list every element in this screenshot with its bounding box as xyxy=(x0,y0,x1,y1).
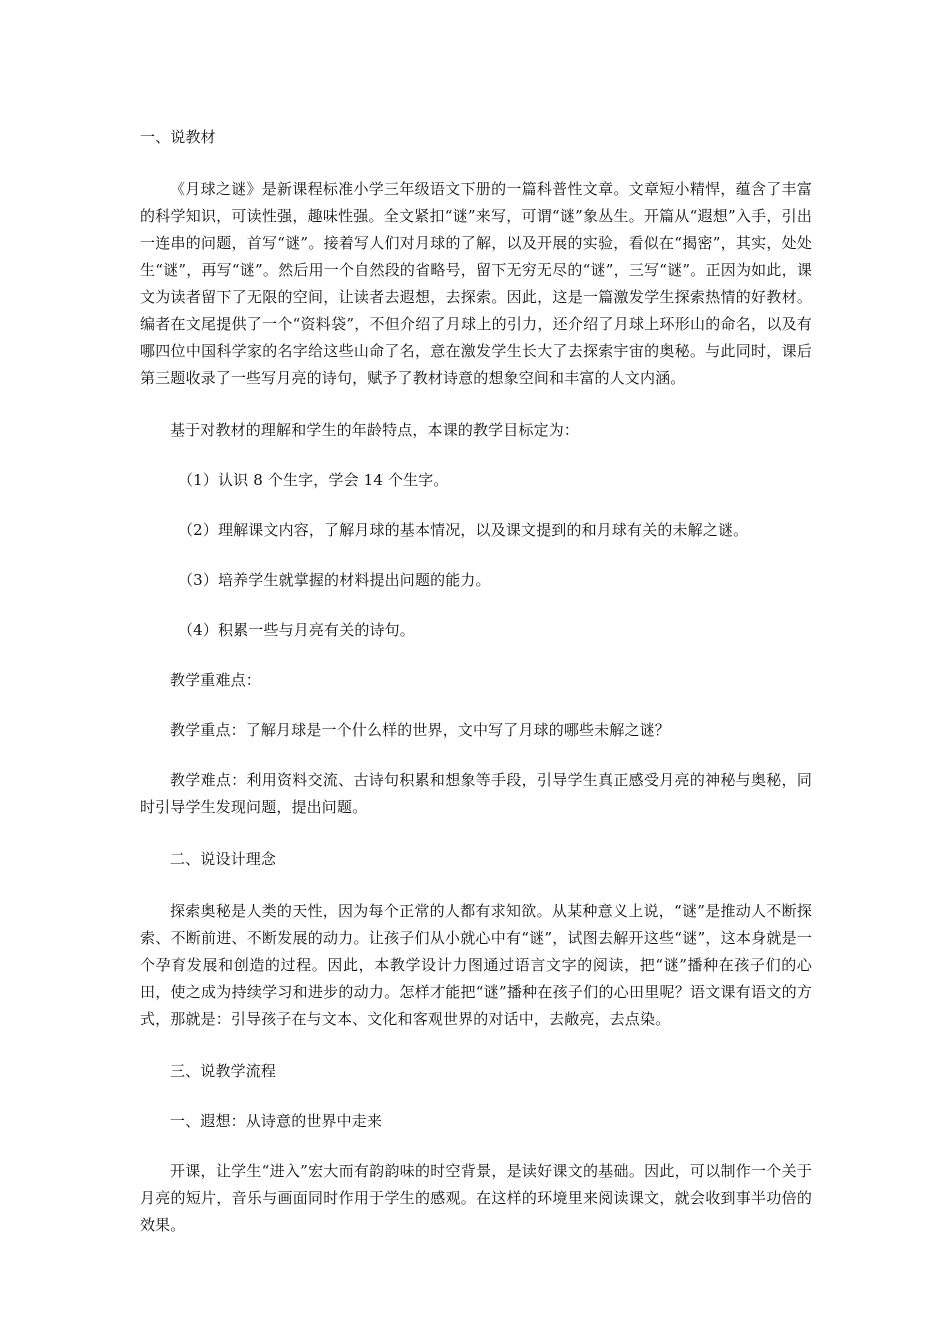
objective-item-4: （4）积累一些与月亮有关的诗句。 xyxy=(178,621,415,639)
section-heading-2: 二、说设计理念 xyxy=(170,850,277,868)
paragraph-design-concept: 探索奥秘是人类的天性，因为每个正常的人都有求知欲。从某种意义上说，“谜”是推动人不断探索、不断前进、不断发展的动力。让孩子们从小就心中有“谜”，试图去解开这些“谜”，这本身就是一个孕育发展和创造的过程。因此，本教学设计力图通过语言文字的阅读，把“谜”播种在孩子们的心田，使之成为持续学习和进步的动力。怎样才能把“谜”播种在孩子们的心田里呢？语文课有语文的方式，那就是：引导孩子在与文本、文化和客观世界的对话中，去敞亮，去点染。 xyxy=(140,902,812,1028)
paragraph-textbook: 《月球之谜》是新课程标准小学三年级语文下册的一篇科普性文章。文章短小精悍，蕴含了丰富的科学知识，可读性强，趣味性强。全文紧扣“谜”来写，可谓“谜”象丛生。开篇从“遐想”入手，引出一连串的问题，首写“谜”。接着写人们对月球的了解，以及开展的实验，看似在“揭密”，其实，处处生“谜”，再写“谜”。然后用一个自然段的省略号，留下无穷无尽的“谜”，三写“谜”。正因为如此，课文为读者留下了无限的空间，让读者去遐想，去探索。因此，这是一篇激发学生探索热情的好教材。编者在文尾提供了一个“资料袋”，不但介绍了月球上的引力，还介绍了月球上环形山的命名，以及有哪四位中国科学家的名字给这些山命了名，意在激发学生长大了去探索宇宙的奥秘。与此同时，课后第三题收录了一些写月亮的诗句，赋予了教材诗意的想象空间和丰富的人文内涵。 xyxy=(140,180,812,387)
section-heading-1: 一、说教材 xyxy=(140,128,216,146)
objective-item-1: （1）认识 8 个生字，学会 14 个生字。 xyxy=(178,471,449,489)
paragraph-key-points-title: 教学重难点： xyxy=(170,671,261,689)
objective-item-2: （2）理解课文内容，了解月球的基本情况，以及课文提到的和月球有关的未解之谜。 xyxy=(178,521,749,539)
section-heading-3: 三、说教学流程 xyxy=(170,1062,277,1080)
subsection-heading-1: 一、遐想：从诗意的世界中走来 xyxy=(170,1112,383,1130)
objective-item-3: （3）培养学生就掌握的材料提出问题的能力。 xyxy=(178,571,491,589)
paragraph-key-point: 教学重点：了解月球是一个什么样的世界，文中写了月球的哪些未解之谜？ xyxy=(170,721,670,739)
paragraph-opening: 开课，让学生“进入”宏大而有韵韵味的时空背景，是读好课文的基础。因此，可以制作一个关于月亮的短片，音乐与画面同时作用于学生的感观。在这样的环境里来阅读课文，就会收到事半功倍的效果。 xyxy=(140,1162,812,1234)
paragraph-objectives-intro: 基于对教材的理解和学生的年龄特点，本课的教学目标定为： xyxy=(170,421,580,439)
document-page xyxy=(140,124,812,1239)
paragraph-difficulty: 教学难点：利用资料交流、古诗句积累和想象等手段，引导学生真正感受月亮的神秘与奥秘，同时引导学生发现问题，提出问题。 xyxy=(140,771,812,816)
